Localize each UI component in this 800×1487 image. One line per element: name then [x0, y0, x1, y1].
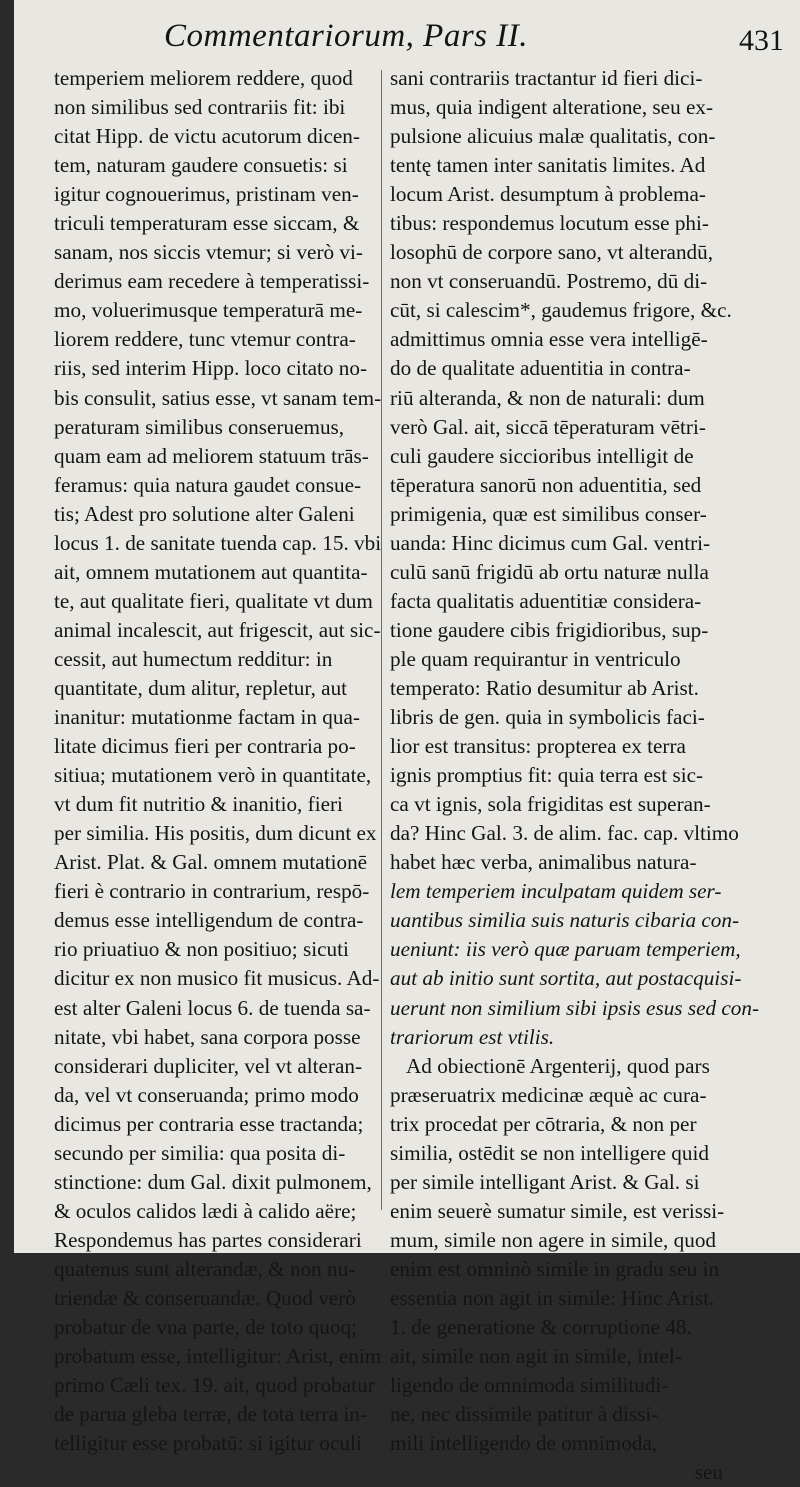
text-line: riis, sed interim Hipp. loco citato no- [54, 356, 368, 381]
text-line: admittimus omnia esse vera intelligē- [390, 327, 708, 352]
text-line: considerari dupliciter, vel vt alteran- [54, 1053, 363, 1078]
text-line: primo Cæli tex. 19. ait, quod probatur [54, 1373, 375, 1398]
text-line: da? Hinc Gal. 3. de alim. fac. cap. vltimo [390, 821, 739, 846]
running-title: Commentariorum, Pars II. [164, 18, 528, 54]
text-line: essentia non agit in simile: Hinc Arist. [390, 1285, 715, 1310]
text-line: secundo per similia: qua posita di- [54, 1140, 346, 1165]
right-text-column [390, 64, 760, 1487]
text-line: dicitur ex non musico fit musicus. Ad- [54, 966, 380, 991]
text-line: similia, ostēdit se non intelligere quid [390, 1140, 709, 1165]
text-line: mili intelligendo de omnimoda, [390, 1431, 658, 1456]
text-line: te, aut qualitate fieri, qualitate vt dum [54, 588, 373, 613]
text-line: lior est transitus: propterea ex terra [390, 734, 686, 759]
text-line: uerunt non similium sibi ipsis esus sed con- [390, 995, 760, 1020]
text-line: ligendo de omnimoda similitudi- [390, 1373, 669, 1398]
text-line: quantitate, dum alitur, repletur, aut [54, 675, 348, 700]
text-line: peraturam similibus conseruemus, [54, 414, 345, 439]
text-line: ple quam requirantur in ventriculo [390, 646, 681, 671]
text-line: tibus: respondemus locutum esse phi- [390, 211, 709, 236]
text-line: verò Gal. ait, siccā tēperaturam vētri- [390, 414, 706, 439]
text-line: libris de gen. quia in symbolicis faci- [390, 705, 705, 730]
text-line: locum Arist. desumptum à problema- [390, 182, 706, 207]
text-line: feramus: quia natura gaudet consue- [54, 472, 362, 497]
column-divider [381, 70, 382, 1210]
text-line: telligitur esse probatū: si igitur oculi [54, 1431, 362, 1456]
text-line: inanitur: mutationme factam in qua- [54, 705, 360, 730]
text-line: quam eam ad meliorem statuum trās- [54, 443, 369, 468]
text-line: facta qualitatis aduentitiæ considera- [390, 588, 702, 613]
text-line: do de qualitate aduentitia in contra- [390, 356, 691, 381]
text-line: triculi temperaturam esse siccam, & [54, 211, 360, 236]
text-line: ait, omnem mutationem aut quantita- [54, 559, 368, 584]
text-line: derimus eam recedere à temperatissi- [54, 269, 370, 294]
page-number: 431 [739, 24, 784, 57]
left-text-column [54, 64, 382, 1458]
text-line: enim est omninò simile in gradu seu in [390, 1256, 719, 1281]
text-line: Respondemus has partes considerari [54, 1227, 362, 1252]
text-line: ueniunt: iis verò quæ paruam temperiem, [390, 937, 741, 962]
text-line: tis; Adest pro solutione alter Galeni [54, 501, 355, 526]
text-line: aut ab initio sunt sortita, aut postacquisi- [390, 966, 742, 991]
text-line: probatum esse, intelligitur: Arist, enim [54, 1344, 382, 1369]
text-line: sanam, nos siccis vtemur; si verò vi- [54, 240, 363, 265]
text-line: præseruatrix medicinæ æquè ac cura- [390, 1082, 707, 1107]
text-line: cūt, si calescim*, gaudemus frigore, &c. [390, 298, 732, 323]
text-line: habet hæc verba, animalibus natura- [390, 850, 697, 875]
text-line: riū alteranda, & non de naturali: dum [390, 385, 705, 410]
text-line: culū sanū frigidū ab ortu naturæ nulla [390, 559, 709, 584]
text-line: Arist. Plat. & Gal. omnem mutationē [54, 850, 368, 875]
text-line: non vt conseruandū. Postremo, dū di- [390, 269, 708, 294]
book-page [14, 0, 800, 1485]
text-line: rio priuatiuo & non positiuo; sicuti [54, 937, 349, 962]
text-line: per simile intelligant Arist. & Gal. si [390, 1169, 700, 1194]
text-line: trariorum est vtilis. [390, 1024, 555, 1049]
text-line: locus 1. de sanitate tuenda cap. 15. vbi [54, 530, 382, 555]
text-line: citat Hipp. de victu acutorum dicen- [54, 124, 360, 149]
text-line: & oculos calidos lædi à calido aëre; [54, 1198, 357, 1223]
text-line: dicimus per contraria esse tractanda; [54, 1111, 364, 1136]
text-line: enim seuerè sumatur simile, est verissi- [390, 1198, 725, 1223]
text-line: probatur de vna parte, de toto quoq; [54, 1315, 358, 1340]
text-line: stinctione: dum Gal. dixit pulmonem, [54, 1169, 372, 1194]
text-line: temperiem meliorem reddere, quod [54, 66, 353, 90]
text-line: culi gaudere siccioribus intelligit de [390, 443, 694, 468]
text-line: 1. de generatione & corruptione 48. [390, 1315, 692, 1340]
text-line: trix procedat per cōtraria, & non per [390, 1111, 697, 1136]
text-line: cessit, aut humectum redditur: in [54, 646, 333, 671]
text-line: per similia. His positis, dum dicunt ex [54, 821, 377, 846]
text-line: fieri è contrario in contrarium, respō- [54, 879, 370, 904]
text-line: non similibus sed contrariis fit: ibi [54, 95, 346, 120]
page-header [14, 18, 800, 58]
text-line: mum, simile non agere in simile, quod [390, 1227, 717, 1252]
text-line: bis consulit, satius esse, vt sanam tem- [54, 385, 382, 410]
text-line: litate dicimus fieri per contraria po- [54, 734, 356, 759]
text-line: sani contrariis tractantur id fieri dici- [390, 66, 703, 90]
text-line: vt dum fit nutritio & inanitio, fieri [54, 792, 343, 817]
text-line: Ad obiectionē Argenterij, quod pars [406, 1053, 710, 1078]
text-line: animal incalescit, aut frigescit, aut sic- [54, 617, 381, 642]
text-line: nitate, vbi habet, sana corpora posse [54, 1024, 361, 1049]
text-line: tēperatura sanorū non aduentitia, sed [390, 472, 702, 497]
text-line: temperato: Ratio desumitur ab Arist. [390, 675, 699, 700]
text-line: pulsione alicuius malæ qualitatis, con- [390, 124, 716, 149]
text-line: tentę tamen inter sanitatis limites. Ad [390, 153, 706, 178]
text-line: de parua gleba terræ, de tota terra in- [54, 1402, 367, 1427]
text-line: ne, nec dissimile patitur à dissi- [390, 1402, 659, 1427]
text-line: triendæ & conseruandæ. Quod verò [54, 1285, 356, 1310]
text-line: igitur cognouerimus, pristinam ven- [54, 182, 359, 207]
text-line: ignis promptius fit: quia terra est sic- [390, 763, 704, 788]
text-line: uantibus similia suis naturis cibaria con- [390, 908, 740, 933]
text-line: uanda: Hinc dicimus cum Gal. ventri- [390, 530, 711, 555]
text-line: sitiua; mutationem verò in quantitate, [54, 763, 372, 788]
text-line: seu [694, 1460, 723, 1485]
text-line: tem, naturam gaudere consuetis: si [54, 153, 348, 178]
text-line: tione gaudere cibis frigidioribus, sup- [390, 617, 709, 642]
text-line: liorem reddere, tunc vtemur contra- [54, 327, 356, 352]
text-line: primigenia, quæ est similibus conser- [390, 501, 707, 526]
text-line: losophū de corpore sano, vt alterandū, [390, 240, 714, 265]
text-line: mo, voluerimusque temperaturā me- [54, 298, 363, 323]
text-line: ait, simile non agit in simile, intel- [390, 1344, 682, 1369]
text-line: lem temperiem inculpatam quidem ser- [390, 879, 722, 904]
text-line: ca vt ignis, sola frigiditas est superan- [390, 792, 711, 817]
text-line: demus esse intelligendum de contra- [54, 908, 364, 933]
text-line: est alter Galeni locus 6. de tuenda sa- [54, 995, 371, 1020]
text-line: quatenus sunt alterandæ, & non nu- [54, 1256, 356, 1281]
text-line: mus, quia indigent alteratione, seu ex- [390, 95, 714, 120]
text-line: da, vel vt conseruanda; primo modo [54, 1082, 359, 1107]
